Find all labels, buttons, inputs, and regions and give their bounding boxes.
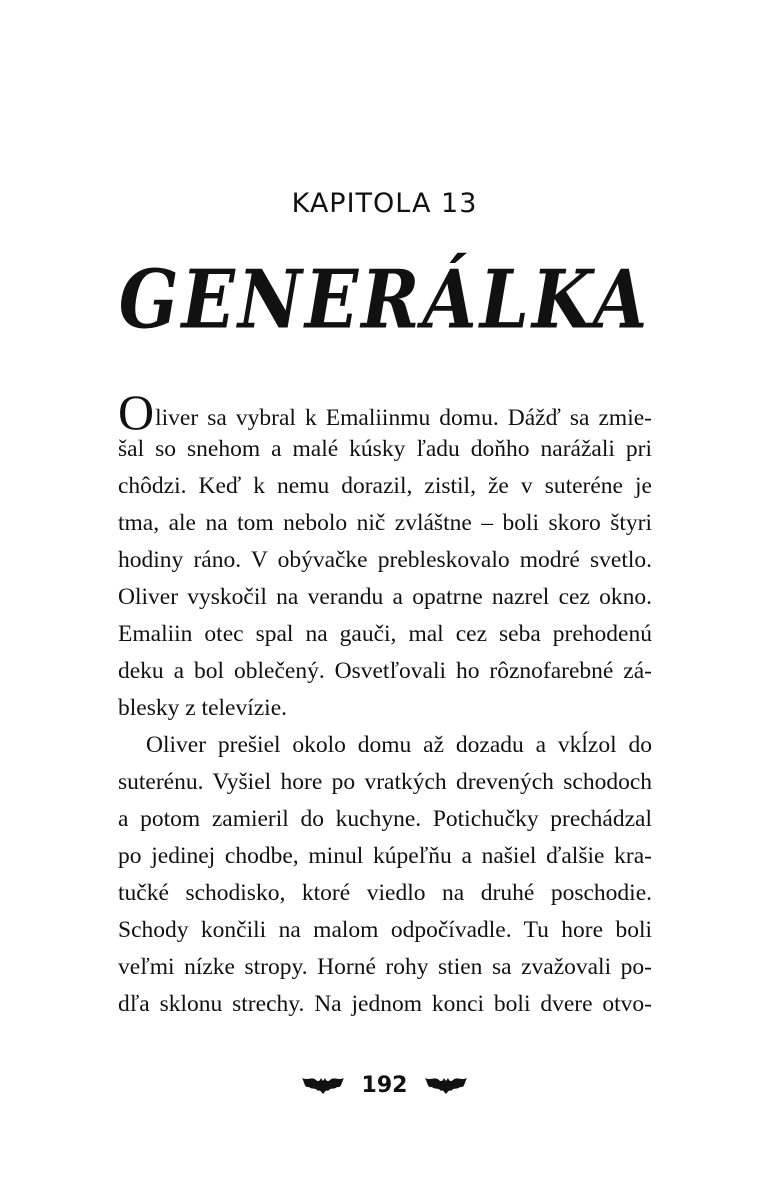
paragraph-2-line: a potom zamieril do kuchyne. Potichučky prechádzal [118,806,652,832]
paragraph-1-line: šal so snehom a malé kúsky ľadu doňho narážali pri [118,436,652,462]
paragraph-1-line: Oliver vyskočil na verandu a opatrne nazrel cez okno. [118,584,652,610]
chapter-label: KAPITOLA 13 [291,188,478,219]
drop-cap: O [118,384,155,440]
paragraph-1-line: hodiny ráno. V obývačke prebleskovalo modré svetlo. [118,547,652,573]
paragraph-1-line: chôdzi. Keď k nemu dorazil, zistil, že v suteréne je [118,473,652,499]
chapter-title: GENERÁLKA [118,251,651,348]
paragraph-1-line: deku a bol oblečený. Osvetľovali ho rôznofarebné zá- [118,658,652,684]
paragraph-2-line: suterénu. Vyšiel hore po vratkých drevených schodoch [118,769,652,795]
paragraph-2-line: dľa sklonu strechy. Na jednom konci boli dvere otvo- [118,991,652,1017]
page-number: 192 [361,1072,408,1098]
bat-icon [300,1072,346,1098]
paragraph-2-line: tučké schodisko, ktoré viedlo na druhé poschodie. [118,880,652,906]
bat-icon [423,1072,469,1098]
body-text [118,384,652,1023]
paragraph-2-line: veľmi nízke stropy. Horné rohy stien sa zvažovali po- [118,954,652,980]
paragraph-2-line: po jedinej chodbe, minul kúpeľňu a našiel ďalšie kra- [118,843,652,869]
paragraph-2-line: Schody končili na malom odpočívadle. Tu hore boli [118,917,652,943]
page-footer [0,1065,769,1105]
paragraph-1-line: Emaliin otec spal na gauči, mal cez seba prehodenú [118,621,652,647]
paragraph-1-line [118,384,652,440]
paragraph-1-line: tma, ale na tom nebolo nič zvláštne – boli skoro štyri [118,510,652,536]
paragraph-2-line: Oliver prešiel okolo domu až dozadu a vkĺzol do [146,732,652,758]
paragraph-1-first-line-text: liver sa vybral k Emaliinmu domu. Dážď sa zmie- [155,405,652,431]
paragraph-1-line: blesky z televízie. [118,695,287,721]
